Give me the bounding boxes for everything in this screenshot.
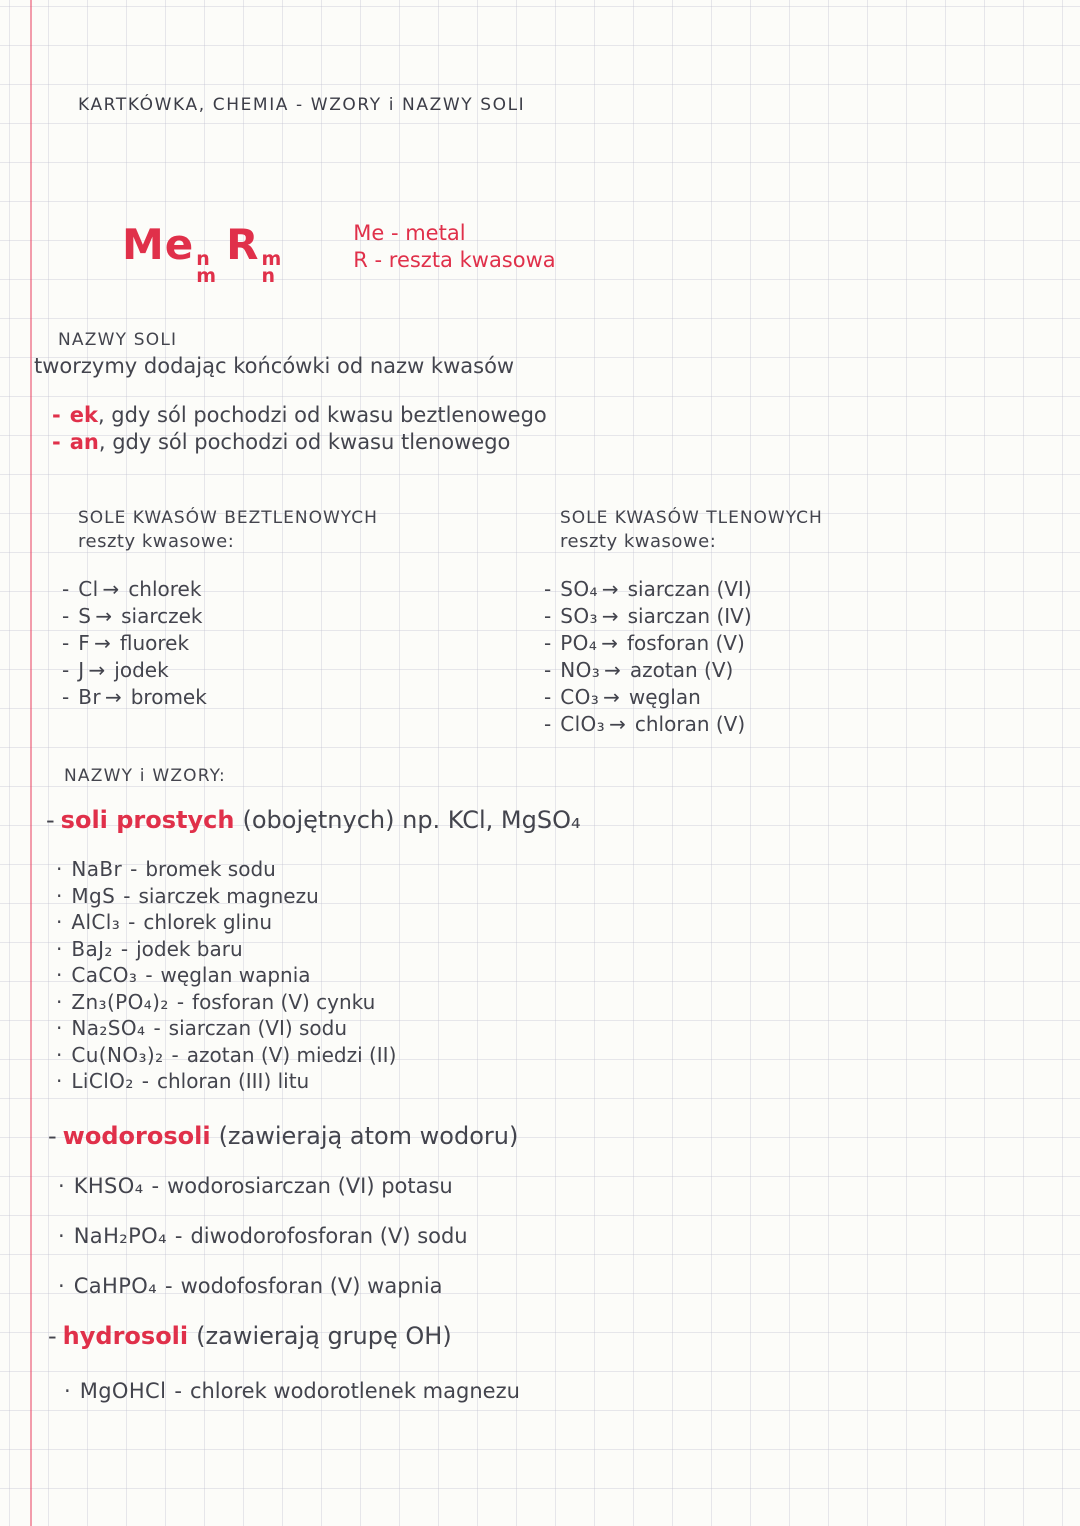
hydrogen-salts-heading (48, 1122, 518, 1150)
salt-name: fosforan (V) cynku (192, 989, 376, 1014)
anion-formula: ClO₃ (560, 712, 606, 736)
dash-separator: - (145, 963, 153, 987)
dash-separator: - (153, 1016, 161, 1040)
salt-name: azotan (V) miedzi (II) (186, 1042, 397, 1067)
salt-formula: Cu(NO₃)₂ (71, 1042, 164, 1067)
oxygen-anion-list (544, 576, 823, 738)
anion-row (62, 657, 378, 684)
salt-name: chloran (III) litu (156, 1069, 310, 1093)
rule-ek-text: , gdy sól pochodzi od kwasu beztlenowego (97, 403, 547, 427)
salt-row (56, 1042, 396, 1069)
bullet-marker: · (56, 936, 63, 961)
anion-row (544, 576, 823, 603)
salt-formula: BaJ₂ (71, 936, 113, 961)
salt-row (58, 1174, 468, 1198)
anion-formula: J (78, 658, 85, 682)
bullet-marker: · (56, 883, 63, 908)
hydroxide-salts-heading-rest: (zawierają grupę OH) (196, 1322, 452, 1350)
bullet-marker: · (64, 1379, 71, 1403)
salt-name: wodofosforan (V) wapnia (180, 1274, 443, 1298)
salt-name: siarczek magnezu (138, 883, 319, 908)
salt-row (56, 883, 396, 910)
anion-name: węglan (628, 685, 701, 709)
dash-separator: - (151, 1174, 160, 1198)
dash-separator: - (176, 989, 185, 1014)
bullet-marker: · (58, 1174, 65, 1198)
formula-rest-subscript: n (261, 265, 275, 287)
names-and-formulas-heading: NAZWY i WZORY: (64, 766, 226, 786)
anion-formula: NO₃ (560, 658, 601, 682)
dash-marker: - (544, 658, 552, 682)
rule-ek (52, 402, 547, 429)
dash-marker: - (52, 430, 61, 454)
bullet-marker: · (56, 1069, 63, 1093)
bullet-marker: · (56, 857, 63, 881)
salt-formula: KHSO₄ (73, 1174, 144, 1198)
anion-formula: F (78, 631, 91, 655)
dash-marker: - (62, 685, 70, 709)
simple-salts-heading (46, 806, 581, 834)
dash-separator: - (120, 936, 129, 961)
salt-formula: Zn₃(PO₄)₂ (71, 989, 169, 1014)
arrow-icon: → (601, 604, 619, 628)
dash-marker: - (48, 1322, 57, 1350)
anion-formula: CO₃ (560, 685, 600, 709)
salt-formula: LiClO₂ (71, 1069, 134, 1093)
formula-legend-metal: Me - metal (353, 221, 466, 245)
dash-marker: - (46, 806, 55, 834)
hydroxide-salts-heading (48, 1322, 452, 1350)
hydrogen-salts-heading-name: wodorosoli (62, 1122, 211, 1150)
arrow-icon: → (601, 631, 619, 655)
bullet-marker: · (56, 1042, 63, 1067)
simple-salts-list (56, 856, 396, 1095)
dash-marker: - (544, 685, 552, 709)
oxygen-free-column-subtitle: reszty kwasowe: (78, 531, 235, 552)
dash-separator: - (128, 910, 136, 934)
anion-name: fosforan (V) (627, 631, 745, 655)
salt-row (56, 1015, 396, 1042)
salt-name: wodorosiarczan (VI) potasu (167, 1174, 453, 1198)
dash-marker: - (62, 604, 70, 628)
dash-marker: - (62, 577, 70, 601)
formula-metal-superscript: n (196, 248, 210, 270)
anion-formula: SO₄ (560, 577, 598, 601)
arrow-icon: → (95, 604, 113, 628)
dash-separator: - (165, 1274, 173, 1298)
formula-legend-acid-rest: R - reszta kwasowa (353, 248, 556, 272)
bullet-marker: · (56, 1016, 63, 1040)
salt-general-formula (122, 216, 291, 285)
anion-row (62, 630, 378, 657)
anion-row (544, 711, 823, 738)
naming-section-heading: NAZWY SOLI (58, 330, 178, 350)
salt-row (56, 962, 396, 989)
salt-row (64, 1378, 520, 1405)
dash-separator: - (174, 1379, 182, 1403)
salt-name: diwodorofosforan (V) sodu (190, 1224, 468, 1248)
anion-name: fluorek (119, 631, 190, 655)
dash-marker: - (62, 658, 70, 682)
anion-formula: Br (78, 685, 101, 709)
salt-row (58, 1224, 468, 1248)
arrow-icon: → (104, 685, 122, 709)
dash-marker: - (544, 712, 552, 736)
dash-marker: - (48, 1122, 57, 1150)
general-formula-block (122, 216, 556, 285)
anion-name: siarczek (121, 604, 203, 628)
arrow-icon: → (604, 658, 621, 682)
arrow-icon: → (609, 712, 626, 736)
salt-name: jodek baru (136, 936, 243, 961)
anion-formula: PO₄ (560, 631, 598, 655)
formula-metal-symbol: Me (122, 220, 195, 269)
rule-an (52, 429, 547, 456)
anion-name: jodek (114, 658, 169, 682)
dash-separator: - (130, 857, 138, 881)
dash-marker: - (52, 403, 61, 427)
suffix-ek-label: ek (69, 403, 98, 427)
suffix-an-label: an (69, 430, 99, 454)
arrow-icon: → (603, 685, 620, 709)
anion-row (544, 630, 823, 657)
anion-row (544, 603, 823, 630)
oxygen-column-title: SOLE KWASÓW TLENOWYCH (560, 508, 823, 528)
anion-formula: SO₃ (560, 604, 598, 628)
anion-name: siarczan (VI) (627, 577, 752, 601)
salt-name: bromek sodu (145, 857, 276, 881)
anion-row (62, 603, 378, 630)
hydrogen-salts-heading-rest: (zawierają atom wodoru) (218, 1122, 519, 1150)
suffix-rules (52, 402, 547, 456)
salt-formula: CaCO₃ (71, 963, 138, 987)
anion-row (62, 576, 378, 603)
dash-marker: - (62, 631, 70, 655)
salt-row (56, 936, 396, 963)
anion-name: azotan (V) (629, 658, 734, 682)
oxygen-free-column-title: SOLE KWASÓW BEZTLENOWYCH (78, 508, 378, 528)
salt-formula: NaH₂PO₄ (73, 1224, 167, 1248)
hydroxide-salts-list (64, 1378, 520, 1405)
naming-description: tworzymy dodając końcówki od nazw kwasów (34, 354, 515, 378)
hydrogen-salts-list (58, 1174, 468, 1324)
arrow-icon: → (601, 577, 619, 601)
salt-formula: MgS (71, 883, 116, 908)
simple-salts-heading-name: soli prostych (60, 806, 235, 834)
anion-row (62, 684, 378, 711)
oxygen-column-subtitle: reszty kwasowe: (560, 531, 717, 552)
arrow-icon: → (102, 577, 120, 601)
salt-row (56, 909, 396, 936)
arrow-icon: → (94, 631, 111, 655)
arrow-icon: → (88, 658, 106, 682)
salt-formula: NaBr (71, 857, 123, 881)
anion-row (544, 684, 823, 711)
bullet-marker: · (56, 963, 63, 987)
formula-rest-symbol: R (226, 220, 260, 269)
salt-formula: CaHPO₄ (73, 1274, 158, 1298)
anion-formula: Cl (78, 577, 99, 601)
anion-name: bromek (130, 685, 207, 709)
salt-formula: AlCl₃ (71, 910, 121, 934)
formula-legend (353, 216, 555, 274)
dash-marker: - (544, 577, 552, 601)
rule-an-text: , gdy sól pochodzi od kwasu tlenowego (98, 430, 511, 454)
oxygen-acids-column (544, 506, 823, 738)
oxygen-free-anion-list (62, 576, 378, 711)
salt-name: chlorek wodorotlenek magnezu (189, 1379, 520, 1403)
hydroxide-salts-heading-name: hydrosoli (62, 1322, 189, 1350)
formula-metal-subscript: m (196, 265, 217, 287)
simple-salts-heading-rest: (obojętnych) np. KCl, MgSO₄ (242, 806, 581, 834)
oxygen-free-acids-column (62, 506, 378, 711)
anion-name: chloran (V) (634, 712, 746, 736)
salt-row (56, 989, 396, 1016)
salt-formula: MgOHCl (79, 1379, 167, 1403)
formula-rest-superscript: m (261, 248, 282, 270)
salt-name: siarczan (VI) sodu (168, 1016, 348, 1040)
anion-row (544, 657, 823, 684)
page-title: KARTKÓWKA, CHEMIA - WZORY i NAZWY SOLI (78, 95, 526, 115)
dash-separator: - (141, 1069, 149, 1093)
salt-row (58, 1274, 468, 1298)
anion-name: siarczan (IV) (627, 604, 752, 628)
margin-line (30, 0, 32, 1526)
dash-separator: - (123, 883, 131, 908)
dash-marker: - (544, 604, 552, 628)
bullet-marker: · (56, 910, 63, 934)
bullet-marker: · (56, 989, 63, 1014)
salt-row (56, 1068, 396, 1095)
dash-separator: - (171, 1042, 179, 1067)
salt-name: chlorek glinu (143, 910, 273, 934)
bullet-marker: · (58, 1224, 65, 1248)
salt-row (56, 856, 396, 883)
anion-formula: S (78, 604, 92, 628)
dash-separator: - (174, 1224, 183, 1248)
bullet-marker: · (58, 1274, 65, 1298)
salt-formula: Na₂SO₄ (71, 1016, 146, 1040)
anion-name: chlorek (128, 577, 202, 601)
salt-name: węglan wapnia (160, 963, 311, 987)
dash-marker: - (544, 631, 552, 655)
